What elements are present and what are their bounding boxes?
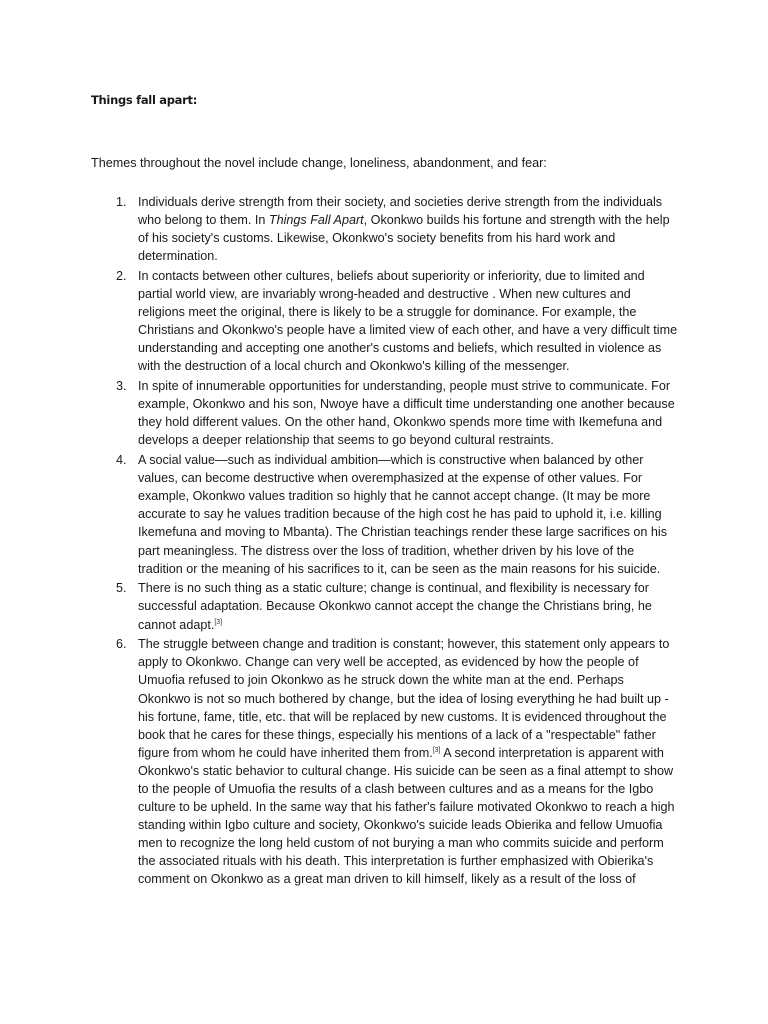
theme-text: partial world view, are invariably wrong-headed and destructive . When new cultures and xyxy=(138,287,631,302)
theme-text: develops a deeper relationship that seems to go beyond cultural restraints. xyxy=(138,433,554,448)
theme-text: religions meet the original, there is likely to be a struggle for dominance. For example, the xyxy=(138,305,637,320)
theme-text-line xyxy=(138,579,683,597)
theme-text: of his society's customs. Likewise, Okonkwo's society benefits from his hard work and xyxy=(138,231,616,246)
theme-text-line xyxy=(138,229,683,247)
theme-item xyxy=(116,193,683,265)
theme-text: accurate to say he values tradition because of the high cost he has paid to uphold it, i.e. killing xyxy=(138,507,662,522)
theme-text: his fortune, fame, title, etc. that will be replaced by new customs. It is evidenced throughout the xyxy=(138,709,667,724)
theme-text: example, Okonkwo and his son, Nwoye have a difficult time understanding one another because xyxy=(138,397,675,412)
theme-text: There is no such thing as a static culture; change is continual, and flexibility is necessary for xyxy=(138,581,650,596)
theme-text-line xyxy=(138,762,683,780)
theme-text: The struggle between change and tradition is constant; however, this statement only appears to xyxy=(138,637,670,652)
theme-text: comment on Okonkwo as a great man driven to kill himself, likely as a result of the loss of xyxy=(138,872,636,887)
theme-text-line xyxy=(138,834,683,852)
theme-text-line xyxy=(138,395,683,413)
theme-text-line xyxy=(138,635,683,653)
document-title: Things fall apart: xyxy=(91,93,198,107)
themes-list xyxy=(116,193,683,890)
theme-text-line xyxy=(138,671,683,689)
theme-text: men to recognize the long held custom of not burying a man who commits suicide and perform xyxy=(138,836,664,851)
theme-text: successful adaptation. Because Okonkwo cannot accept the change the Christians bring, he xyxy=(138,599,652,614)
theme-text: they hold different values. On the other hand, Okonkwo spends more time with Ikemefuna and xyxy=(138,415,663,430)
theme-text-line xyxy=(138,505,683,523)
theme-text: Ikemefuna and moving to Mbanta). The Christian teachings render these large sacrifices on his xyxy=(138,525,667,540)
theme-text: part meaningless. The distress over the loss of tradition, whether driven by his love of the xyxy=(138,543,635,558)
theme-number: 1. xyxy=(116,195,127,209)
theme-number: 2. xyxy=(116,268,127,283)
theme-text-line xyxy=(138,726,683,744)
theme-text: determination. xyxy=(138,249,218,264)
theme-text-line xyxy=(138,267,683,285)
theme-text-line xyxy=(138,852,683,870)
theme-text-line xyxy=(138,469,683,487)
theme-text-line xyxy=(138,193,683,211)
theme-text-line xyxy=(138,744,683,762)
theme-text: A second interpretation is apparent with xyxy=(440,745,664,760)
theme-text: culture to be upheld. In the same way that his father's failure motivated Okonkwo to reach a high xyxy=(138,800,675,815)
theme-item xyxy=(116,377,683,449)
theme-text-line xyxy=(138,487,683,505)
theme-text: Umuofia refused to join Okonkwo as he struck down the white man at the end. Perhaps xyxy=(138,673,624,688)
theme-text: Christians and Okonkwo's people have a limited view of each other, and have a very difficult time xyxy=(138,323,678,338)
theme-text: A social value—such as individual ambition—which is constructive when balanced by other xyxy=(138,453,644,468)
theme-text: values, can become destructive when overemphasized at the expense of other values. For xyxy=(138,471,643,486)
theme-text-line xyxy=(138,523,683,541)
theme-text: example, Okonkwo values tradition so highly that he cannot accept change. (It may be more xyxy=(138,489,651,504)
theme-text: In contacts between other cultures, beliefs about superiority or inferiority, due to limited and xyxy=(138,268,645,283)
theme-text: book that he cares for these things, especially his mentions of a lack of a "respectable" father xyxy=(138,727,656,742)
theme-text: Individuals derive strength from their society, and societies derive strength from the individuals xyxy=(138,195,663,209)
book-title-italic: Things Fall Apart xyxy=(268,213,364,228)
theme-text-line xyxy=(138,616,683,634)
theme-text: who belong to them. In xyxy=(138,213,269,228)
citation-reference: [3] xyxy=(432,746,441,754)
theme-text-line xyxy=(138,690,683,708)
citation-reference: [3] xyxy=(214,618,223,626)
theme-text-line xyxy=(138,377,683,395)
theme-text-line xyxy=(138,597,683,615)
theme-text: Okonkwo's static behavior to cultural change. His suicide can be seen as a final attempt to show xyxy=(138,763,674,778)
theme-text: In spite of innumerable opportunities for understanding, people must strive to communicate. For xyxy=(138,379,671,394)
theme-text: , Okonkwo builds his fortune and strength with the help xyxy=(363,213,670,228)
theme-text: to the people of Umuofia the results of a clash between cultures and as a means for the Igbo xyxy=(138,781,654,796)
theme-text-line xyxy=(138,285,683,303)
theme-text-line xyxy=(138,870,683,888)
theme-item xyxy=(116,451,683,578)
theme-text: understanding and accepting one another's customs and beliefs, which resulted in violence as xyxy=(138,341,662,356)
theme-text-line xyxy=(138,431,683,449)
theme-text: figure from whom he could have inherited them from. xyxy=(138,745,433,760)
theme-text: standing within Igbo culture and society, Okonkwo's suicide leads Obierika and fellow Umuofia xyxy=(138,818,663,833)
theme-text-line xyxy=(138,357,683,375)
theme-text-line xyxy=(138,798,683,816)
theme-item xyxy=(116,579,683,633)
theme-text-line xyxy=(138,560,683,578)
theme-number: 3. xyxy=(116,379,127,394)
theme-item xyxy=(116,635,683,888)
theme-item xyxy=(116,267,683,376)
theme-text: the associated rituals with his death. This interpretation is further emphasized with Obierika's xyxy=(138,854,654,869)
theme-text-line xyxy=(138,451,683,469)
theme-text-line xyxy=(138,780,683,798)
theme-number: 5. xyxy=(116,581,127,596)
theme-text-line xyxy=(138,413,683,431)
theme-text-line xyxy=(138,247,683,265)
theme-text-line xyxy=(138,303,683,321)
theme-text: Okonkwo is not so much bothered by change, but the idea of losing everything he had built up - xyxy=(138,691,669,706)
theme-text-line xyxy=(138,211,683,229)
theme-text: cannot adapt. xyxy=(138,617,215,632)
theme-text-line xyxy=(138,321,683,339)
theme-text-line xyxy=(138,708,683,726)
theme-text: apply to Okonkwo. Change can very well be accepted, as evidenced by how the people of xyxy=(138,655,639,670)
intro-paragraph: Themes throughout the novel include change, loneliness, abandonment, and fear: xyxy=(91,156,547,170)
theme-text: with the destruction of a local church and Okonkwo's killing of the messenger. xyxy=(138,359,570,374)
theme-text-line xyxy=(138,339,683,357)
theme-text-line xyxy=(138,653,683,671)
theme-number: 6. xyxy=(116,637,127,652)
theme-text-line xyxy=(138,816,683,834)
theme-text-line xyxy=(138,542,683,560)
theme-text: tradition or the meaning of his sacrifices to it, can be seen as the main reasons for his suicide. xyxy=(138,561,661,576)
theme-number: 4. xyxy=(116,453,127,468)
